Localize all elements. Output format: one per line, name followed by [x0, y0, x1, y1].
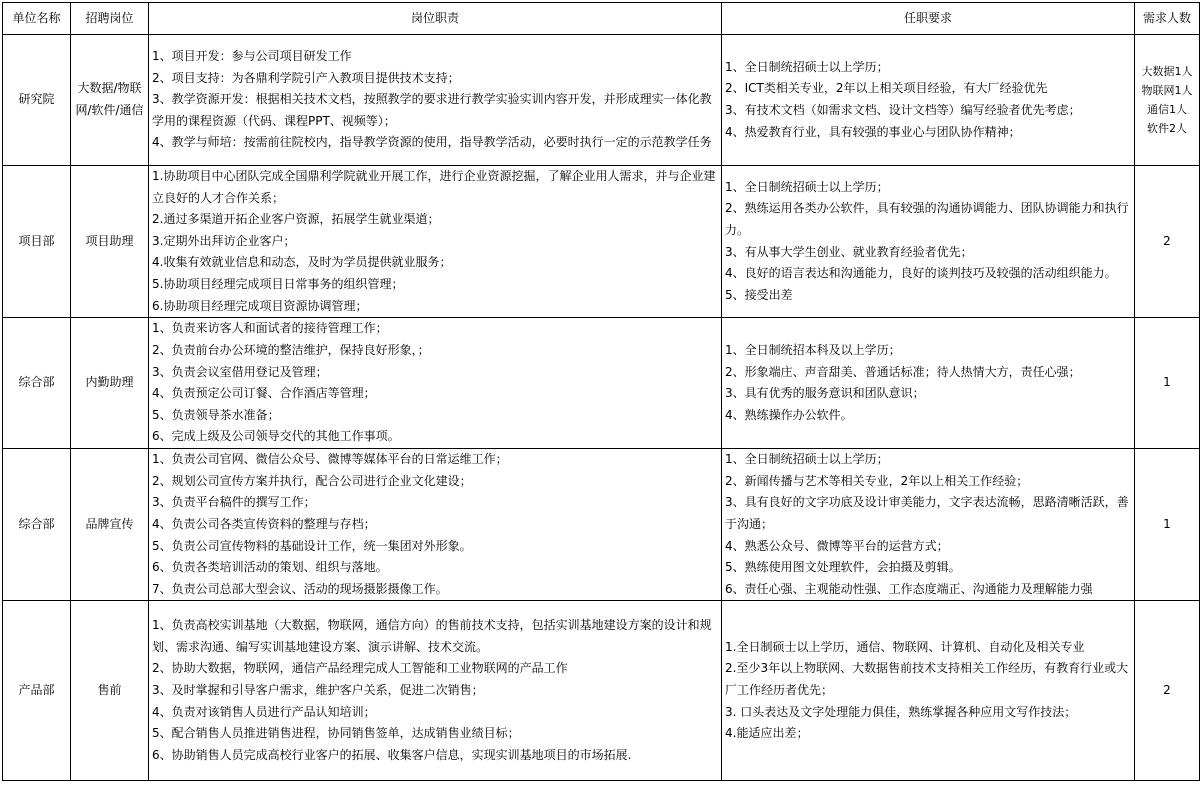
position-cell: 大数据/物联网/软件/通信: [71, 35, 149, 166]
count-cell: [1135, 449, 1200, 601]
duty-item: 2、规划公司宣传方案并执行，配合公司进行企业文化建设；: [152, 473, 472, 488]
position-cell: 售前: [71, 601, 149, 781]
unit-cell: 综合部: [3, 449, 71, 601]
duties-cell: [149, 601, 722, 781]
requirement-item: 2.至少3年以上物联网、大数据售前技术支持相关工作经历，有教育行业或大厂工作经历者优先；: [725, 661, 1129, 698]
requirements-cell: [722, 449, 1135, 601]
duty-item: 6、负责各类培训活动的策划、组织与落地。: [152, 560, 388, 575]
count-item: 软件2人: [1147, 122, 1187, 135]
duties-cell: [149, 166, 722, 318]
duty-item: 3、负责平台稿件的撰写工作；: [152, 495, 316, 510]
requirement-item: 4.能适应出差；: [725, 726, 809, 741]
duty-item: 2、协助大数据，物联网，通信产品经理完成人工智能和工业物联网的产品工作: [152, 661, 568, 676]
count-item: 大数据1人: [1141, 65, 1193, 78]
requirement-item: 5、接受出差: [725, 287, 793, 302]
duty-item: 4.收集有效就业信息和动态，及时为学员提供就业服务；: [152, 255, 452, 270]
requirement-item: 1.全日制硕士以上学历，通信、物联网、计算机、自动化及相关专业: [725, 639, 1085, 654]
count-cell: [1135, 318, 1200, 449]
requirement-item: 2、形象端庄、声音甜美、普通话标准；待人热情大方，责任心强；: [725, 364, 1081, 379]
duty-item: 3、及时掌握和引导客户需求，维护客户关系，促进二次销售；: [152, 683, 484, 698]
requirement-item: 6、责任心强、主观能动性强、工作态度端正、沟通能力及理解能力强: [725, 581, 1093, 596]
duty-item: 1、负责来访客人和面试者的接待管理工作；: [152, 321, 388, 336]
table-row: [3, 601, 1200, 781]
requirement-item: 3. 口头表达及文字处理能力俱佳，熟练掌握各种应用文写作技法；: [725, 704, 1077, 719]
duty-item: 2、项目支持：为各鼎利学院引产入教项目提供技术支持；: [152, 70, 460, 85]
requirement-item: 3、具有良好的文字功底及设计审美能力，文字表达流畅，思路清晰活跃，善于沟通；: [725, 495, 1129, 531]
duty-item: 1、负责高校实训基地（大数据，物联网，通信方向）的售前技术支持，包括实训基地建设方案的设计和规划、需求沟通、编写实训基地建设方案、演示讲解、技术交流。: [152, 618, 712, 654]
requirement-item: 4、热爱教育行业，具有较强的事业心与团队协作精神；: [725, 124, 1021, 139]
requirement-item: 2、ICT类相关专业，2年以上相关项目经验，有大厂经验优先: [725, 81, 1048, 96]
duties-cell: [149, 35, 722, 166]
count-cell: [1135, 166, 1200, 318]
duty-item: 1、负责公司官网、微信公众号、微博等媒体平台的日常运维工作；: [152, 452, 508, 467]
duties-cell: [149, 449, 722, 601]
unit-cell: 产品部: [3, 601, 71, 781]
duties-cell: [149, 318, 722, 449]
requirement-item: 4、熟练操作办公软件。: [725, 407, 853, 422]
duty-item: 1.协助项目中心团队完成全国鼎利学院就业开展工作，进行企业资源挖掘，了解企业用人需求，并与企业建立良好的人才合作关系；: [152, 169, 716, 205]
table-row: [3, 318, 1200, 449]
duty-item: 2.通过多渠道开拓企业客户资源，拓展学生就业渠道；: [152, 212, 440, 227]
requirement-item: 3、有从事大学生创业、就业教育经验者优先；: [725, 244, 973, 259]
table-row: [3, 166, 1200, 318]
unit-cell: 研究院: [3, 35, 71, 166]
header-unit: 单位名称: [3, 3, 71, 35]
duty-item: 3、教学资源开发：根据相关技术文档，按照教学的要求进行教学实验实训内容开发，并形成理实一体化教学用的课程资源（代码、课程PPT、视频等）；: [152, 92, 712, 128]
unit-cell: 项目部: [3, 166, 71, 318]
header-requirements: 任职要求: [722, 3, 1135, 35]
count-item: 1: [1163, 375, 1171, 390]
duty-item: 5、配合销售人员推进销售进程，协同销售签单，达成销售业绩目标；: [152, 726, 520, 741]
requirements-cell: [722, 318, 1135, 449]
position-cell: 项目助理: [71, 166, 149, 318]
count-item: 2: [1163, 683, 1171, 698]
requirement-item: 2、新闻传播与艺术等相关专业，2年以上相关工作经验；: [725, 473, 1029, 488]
duty-item: 7、负责公司总部大型会议、活动的现场摄影摄像工作。: [152, 581, 448, 596]
duty-item: 6、完成上级及公司领导交代的其他工作事项。: [152, 429, 400, 444]
duty-item: 4、负责预定公司订餐、合作酒店等管理；: [152, 386, 376, 401]
header-count: 需求人数: [1135, 3, 1200, 35]
requirement-item: 5、熟练使用图文处理软件，会拍摄及剪辑。: [725, 560, 961, 575]
requirement-item: 2、熟练运用各类办公软件，具有较强的沟通协调能力、团队协调能力和执行力。: [725, 201, 1129, 237]
duty-item: 5、负责公司宣传物料的基础设计工作，统一集团对外形象。: [152, 538, 472, 553]
count-item: 2: [1163, 233, 1171, 248]
table-row: [3, 35, 1200, 166]
count-item: 通信1人: [1147, 103, 1187, 116]
requirement-item: 1、全日制统招硕士以上学历；: [725, 452, 889, 467]
duty-item: 5、负责领导茶水准备；: [152, 407, 280, 422]
duty-item: 4、负责对该销售人员进行产品认知培训；: [152, 704, 376, 719]
requirements-cell: [722, 166, 1135, 318]
duty-item: 4、教学与师培：按需前往院校内，指导教学资源的使用，指导教学活动，必要时执行一定的示范教学任务: [152, 135, 712, 150]
duty-item: 6、协助销售人员完成高校行业客户的拓展、收集客户信息，实现实训基地项目的市场拓展.: [152, 747, 632, 762]
requirements-cell: [722, 601, 1135, 781]
count-cell: [1135, 35, 1200, 166]
requirement-item: 4、良好的语言表达和沟通能力，良好的谈判技巧及较强的活动组织能力。: [725, 266, 1117, 281]
recruitment-table: [2, 2, 1200, 781]
requirement-item: 3、具有优秀的服务意识和团队意识；: [725, 386, 925, 401]
duty-item: 2、负责前台办公环境的整洁维护，保持良好形象，；: [152, 342, 430, 357]
duty-item: 4、负责公司各类宣传资料的整理与存档；: [152, 516, 376, 531]
requirement-item: 1、全日制统招硕士以上学历；: [725, 179, 889, 194]
requirement-item: 1、全日制统招本科及以上学历；: [725, 342, 901, 357]
requirement-item: 1、全日制统招硕士以上学历；: [725, 59, 889, 74]
position-cell: 内勤助理: [71, 318, 149, 449]
duty-item: 5.协助项目经理完成项目日常事务的组织管理；: [152, 276, 404, 291]
duty-item: 3、负责会议室借用登记及管理；: [152, 364, 328, 379]
unit-cell: 综合部: [3, 318, 71, 449]
position-cell: 品牌宣传: [71, 449, 149, 601]
requirement-item: 4、熟悉公众号、微博等平台的运营方式；: [725, 538, 949, 553]
header-row: [3, 3, 1200, 35]
requirement-item: 3、有技术文档（如需求文档、设计文档等）编写经验者优先考虑；: [725, 103, 1081, 117]
requirements-cell: [722, 35, 1135, 166]
duty-item: 1、项目开发：参与公司项目研发工作: [152, 49, 352, 64]
count-cell: [1135, 601, 1200, 781]
header-duties: 岗位职责: [149, 3, 722, 35]
duty-item: 3.定期外出拜访企业客户；: [152, 233, 296, 248]
table-row: [3, 449, 1200, 601]
count-item: 物联网1人: [1141, 84, 1193, 97]
count-item: 1: [1163, 516, 1171, 531]
duty-item: 6.协助项目经理完成项目资源协调管理；: [152, 298, 368, 313]
header-position: 招聘岗位: [71, 3, 149, 35]
